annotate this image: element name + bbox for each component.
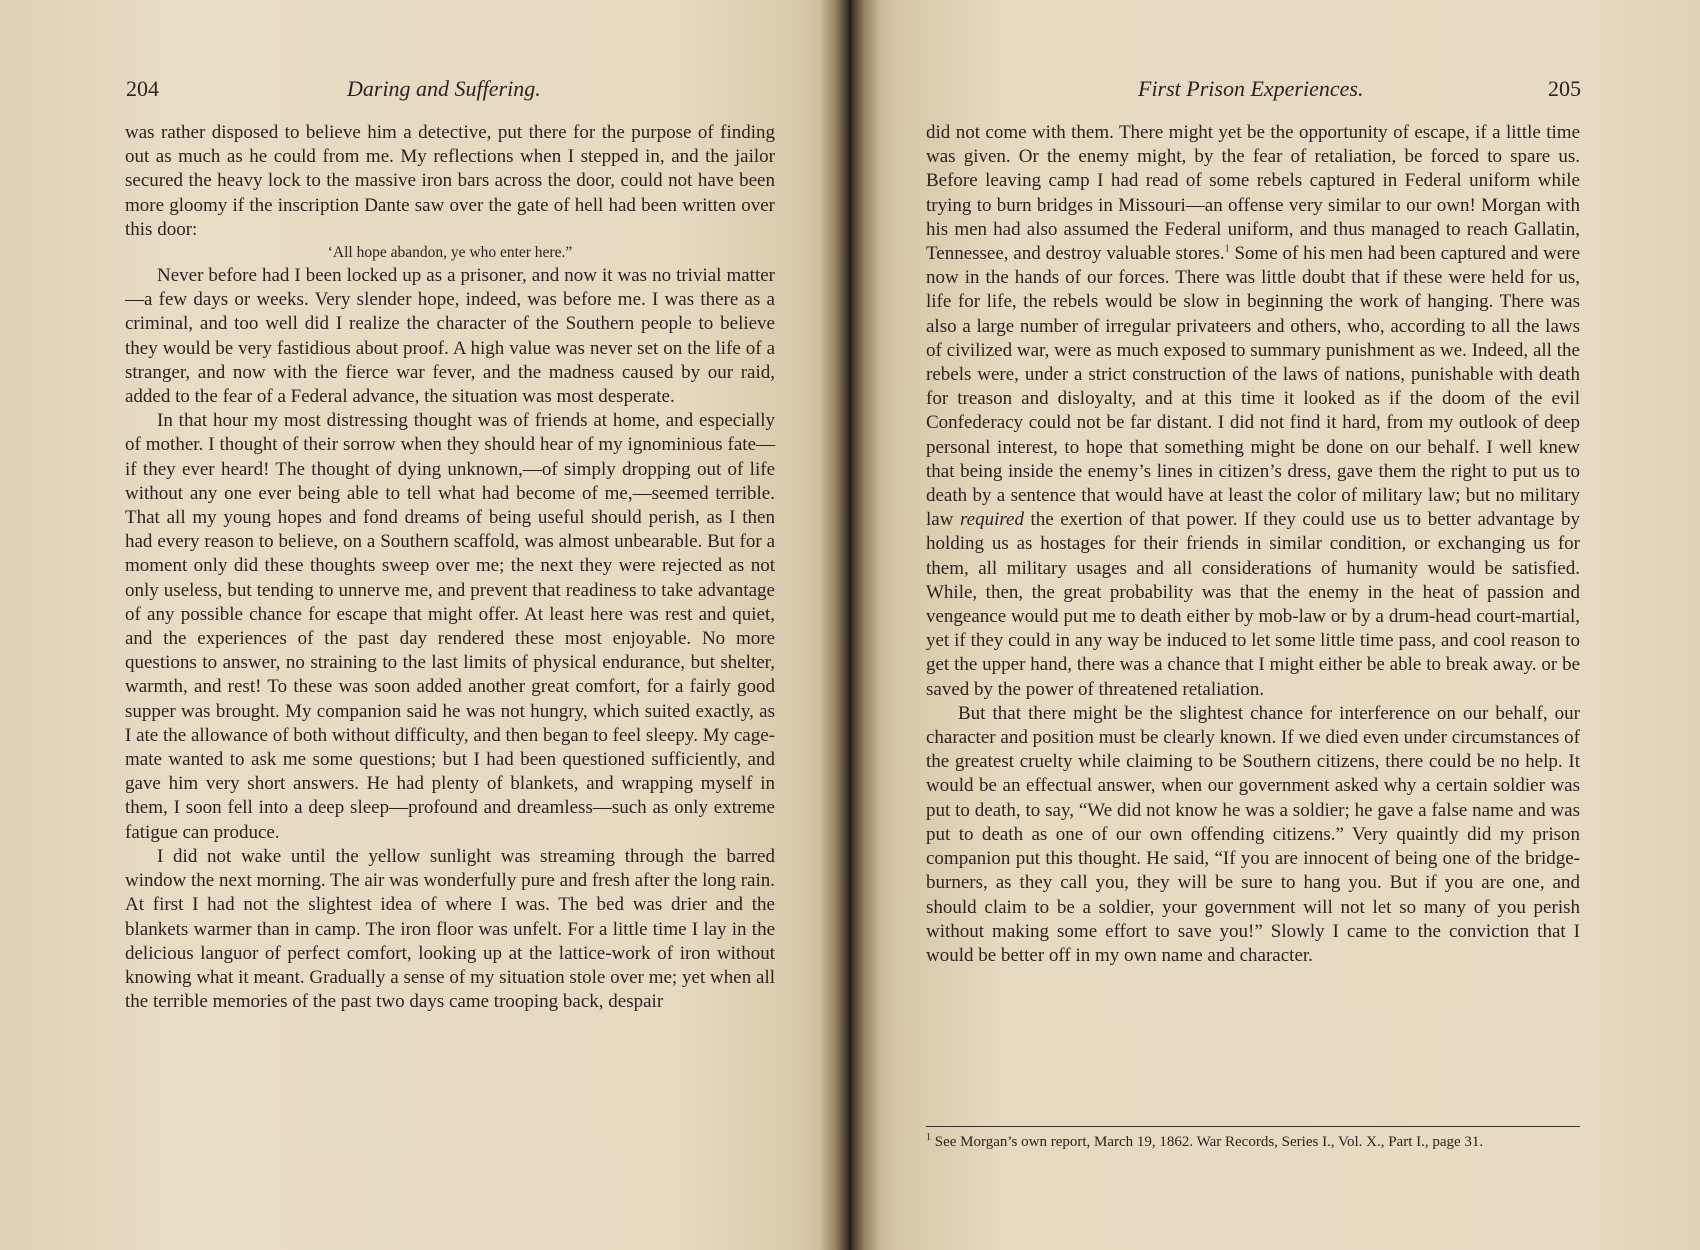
left-paragraph-1: was rather disposed to believe him a detective, put there for the purpose of finding out as much as he could from me. My reflections when I stepped in, and the jailor secured the heavy lock to the massive iron bars across the door, could not have been more gloomy if the inscription Dante saw over the gate of hell had been written over this door: [125, 122, 775, 240]
right-page [855, 0, 1700, 1250]
right-running-title: First Prison Experiences. [1138, 76, 1364, 101]
left-paragraph-3: In that hour my most distressing thought was of friends at home, and especially of mother. I thought of their sorrow when they should hear of my ignominious fate—if they ever heard! The thought of dying unknown,—of simply dropping out of life without any one ever being able to tell what had become of me,—seemed terrible. That all my young hopes and fond dreams of being useful should perish, as I then had every reason to believe, on a Southern scaffold, was almost unbearable. But for a moment only did these thoughts sweep over me; the next they were rejected as not only useless, but tending to unnerve me, and prevent that readiness to take advantage of any possible chance for escape that might offer. At least here was rest and quiet, and the experiences of the past day rendered these most enjoyable. No more questions to answer, no straining to the last limits of physical endurance, but shelter, warmth, and rest! To these was soon added another great comfort, for a fairly good supper was brought. My companion said he was not hungry, which suited exactly, as I ate the allowance of both without difficulty, and then began to feel sleepy. My cage-mate wanted to ask me some questions; but I had been questioned sufficiently, and gave him very short answers. He had plenty of blankets, and wrapping myself in them, I soon fell into a deep sleep—profound and dreamless—such as only extreme fatigue can produce. [125, 410, 775, 843]
footnote-reference: 1 [1224, 243, 1230, 255]
book-gutter [820, 0, 880, 1250]
left-paragraph-4: I did not wake until the yellow sunlight was streaming through the barred window the next morning. The air was wonderfully pure and fresh after the long rain. At first I had not the slightest idea of where I was. The bed was drier and the blankets warmer than in camp. The iron floor was unfelt. For a little time I lay in the delicious languor of perfect comfort, looking up at the lattice-work of iron without knowing what it meant. Gradually a sense of my situation stole over me; yet when all the terrible memories of the past two days came trooping back, despair [125, 845, 775, 1013]
dante-quote: ‘All hope abandon, ye who enter here.” [327, 244, 573, 262]
left-paragraph-2: Never before had I been locked up as a prisoner, and now it was no trivial matter—a few days or weeks. Very slender hope, indeed, was before me. I was there as a criminal, and too well did I realize the character of the Southern people to believe they would be very fastidious about proof. A high value was never set on the life of a stranger, and now with the fierce war fever, and the madness caused by our raid, added to the fear of a Federal advance, the situation was most desperate. [125, 265, 775, 408]
right-page-number: 205 [1548, 76, 1581, 101]
footnote: $^1$ See Morgan’s own report, March 19, 1862. War Records, Series I., Vol. X., Part I., page 31. [926, 1132, 1484, 1150]
left-running-title: Daring and Suffering. [347, 76, 541, 101]
footnote-rule [926, 1126, 1580, 1127]
italic-emphasis: required [959, 509, 1024, 531]
left-page [0, 0, 845, 1250]
right-paragraph-1: did not come with them. There might yet be the opportunity of escape, if a little time was given. Or the enemy might, by the fear of retaliation, be forced to spare us. Before leaving camp I had read of some rebels captured in Federal uniform while trying to burn bridges in Missouri—an offense very similar to our own! Morgan with his men had also assumed the Federal uniform, and thus managed to reach Gallatin, Tennessee, and destroy valuable stores.$^1$ Some of his men had been captured and were now in the hands of our forces. There was little doubt that if these were held for us, life for life, the rebels would be slow in beginning the work of hanging. There was also a large number of irregular privateers and others, who, according to all the laws of civilized war, were as much exposed to summary punishment as we. Indeed, all the rebels were, under a strict construction of the laws of nations, punishable with death for treason and disloyalty, and at this time it looked as if the doom of the evil Confederacy could not be far distant. I did not find it hard, from my outlook of deep personal interest, to hope that something might be done on our behalf. I well knew that being inside the enemy’s lines in citizen’s dress, gave them the right to put us to death by a sentence that would have at least the color of military law; but no military law required the exertion of that power. If they could use us to better advantage by holding us as hostages for their friends in similar condition, or exchanging us for them, all military usages and all considerations of humanity would be satisfied. While, then, the great probability was that the enemy in the heat of passion and vengeance would put me to death either by mob-law or by a drum-head court-martial, yet if they could in any way be induced to let some little time pass, and cool reason to get the upper hand, there was a chance that I might either be able to break away. or be saved by the power of threatened retaliation. [926, 122, 1581, 700]
left-page-number: 204 [126, 76, 159, 101]
right-page-text [926, 121, 1580, 968]
right-paragraph-2: But that there might be the slightest chance for interference on our behalf, our character and position must be clearly known. If we died even under circumstances of the greatest cruelty while claiming to be Southern citizens, there could be no help. It would be an effectual answer, when our government asked why a certain soldier was put to death, to say, “We did not know he was a soldier; he gave a false name and was put to death as one of our own offending citizens.” Very quaintly did my prison companion put this thought. He said, “If you are innocent of being one of the bridge-burners, as they call you, they will be sure to hang you. But if you are one, and should claim to be a soldier, your government will not let so many of you perish without making some effort to save you!” Slowly I came to the conviction that I would be better off in my own name and character. [926, 702, 1580, 966]
left-page-text [125, 121, 775, 1014]
